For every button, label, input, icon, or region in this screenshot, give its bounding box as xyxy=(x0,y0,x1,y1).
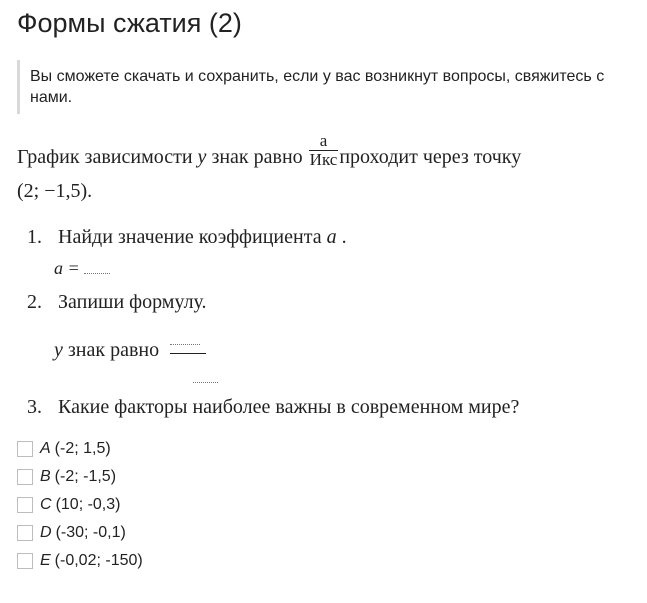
option-value: (10; -0,3) xyxy=(55,496,121,513)
option-a[interactable] xyxy=(17,440,111,458)
fraction-denominator: Икс xyxy=(309,150,338,169)
option-d[interactable] xyxy=(17,524,126,542)
option-letter: C xyxy=(40,496,52,513)
checkbox[interactable] xyxy=(17,441,33,457)
fraction-bar xyxy=(170,353,206,354)
option-value: (-2; -1,5) xyxy=(54,468,117,485)
question-number: 3. xyxy=(27,396,42,418)
problem-statement xyxy=(17,131,522,177)
option-value: (-2; 1,5) xyxy=(54,440,111,457)
answer-row-a xyxy=(54,258,110,279)
question-number: 1. xyxy=(27,226,42,248)
option-value: (-30; -0,1) xyxy=(55,524,126,541)
intro-prefix: График зависимости xyxy=(17,146,193,169)
var-y: y xyxy=(197,146,207,169)
answer-input-a[interactable] xyxy=(84,259,110,274)
option-letter: B xyxy=(40,468,51,485)
numerator-input[interactable] xyxy=(170,344,200,345)
option-letter: D xyxy=(40,524,52,541)
formula-text: знак равно xyxy=(67,339,160,361)
checkbox[interactable] xyxy=(17,469,33,485)
checkbox[interactable] xyxy=(17,525,33,541)
formula-var-y: y xyxy=(54,339,63,361)
point-coordinates: (2; −1,5). xyxy=(17,180,93,202)
option-letter: E xyxy=(40,552,51,569)
question-1 xyxy=(27,226,347,249)
question-text: Какие факторы наиболее важны в современном мире? xyxy=(58,396,520,418)
checkbox[interactable] xyxy=(17,553,33,569)
fraction-numerator: а xyxy=(319,131,328,150)
denominator-input[interactable] xyxy=(193,382,218,383)
question-number: 2. xyxy=(27,291,42,313)
page-title: Формы сжатия (2) xyxy=(17,8,242,38)
option-b[interactable] xyxy=(17,468,116,486)
intro-suffix: проходит через точку xyxy=(339,146,522,169)
question-text: Найди значение коэффициента xyxy=(58,226,322,248)
question-3 xyxy=(27,396,519,419)
formula-fraction xyxy=(170,344,206,354)
question-2 xyxy=(27,291,207,314)
fraction xyxy=(309,132,339,169)
option-letter: A xyxy=(40,440,51,457)
question-end: . xyxy=(341,226,347,248)
info-note: Вы сможете скачать и сохранить, если у вас возникнут вопросы, свяжитесь с нами. xyxy=(17,60,630,114)
answer-label: a = xyxy=(54,258,80,278)
option-e[interactable] xyxy=(17,552,143,570)
intro-middle: знак равно xyxy=(211,146,303,169)
checkbox[interactable] xyxy=(17,497,33,513)
var-a: a xyxy=(326,226,337,248)
option-value: (-0,02; -150) xyxy=(54,552,143,569)
question-text: Запиши формулу. xyxy=(58,291,207,313)
formula-row xyxy=(54,339,206,362)
option-c[interactable] xyxy=(17,496,120,514)
